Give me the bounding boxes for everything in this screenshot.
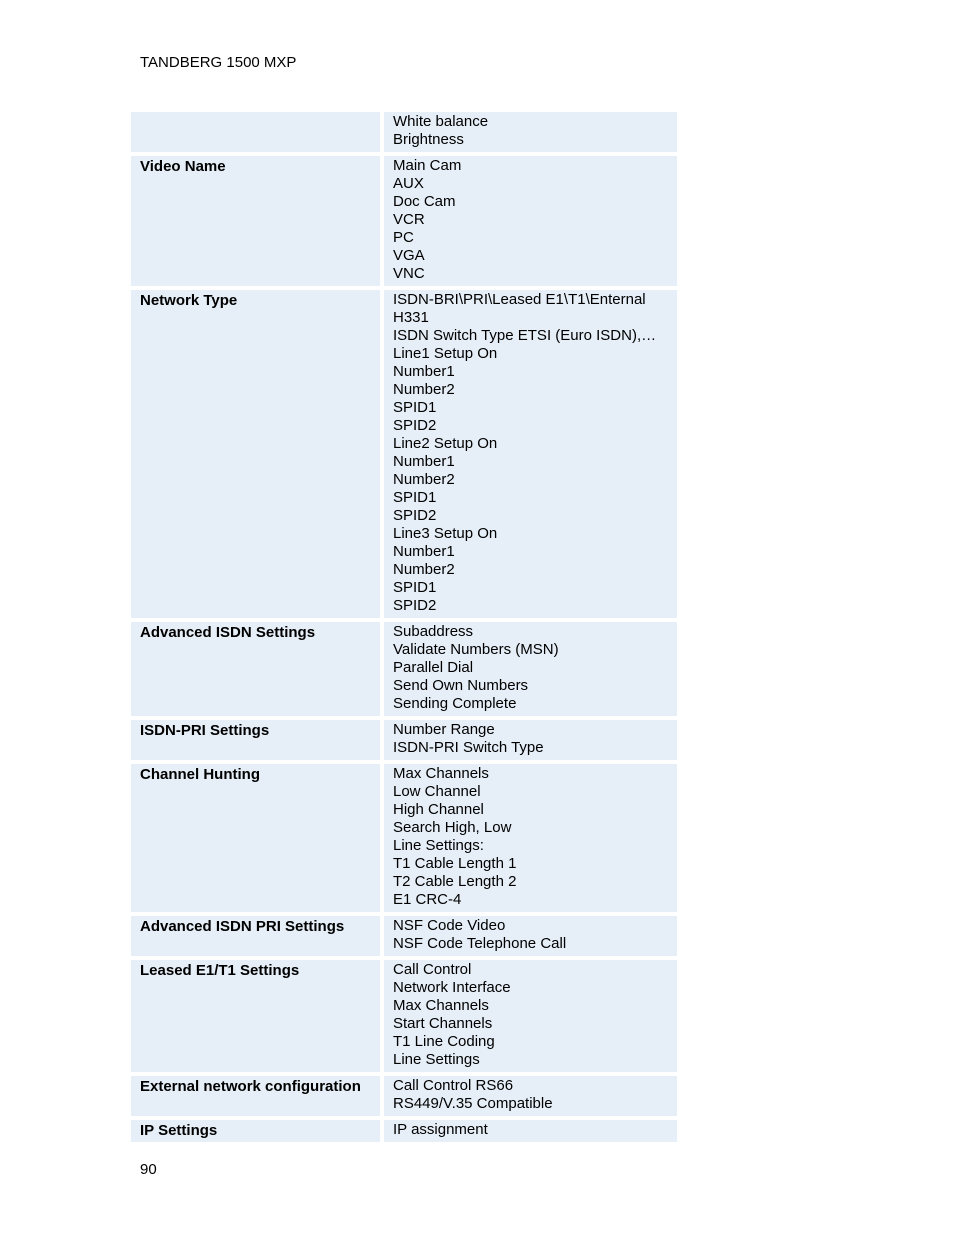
row-options: [384, 1120, 677, 1142]
option-item: Number2: [393, 381, 455, 398]
table-row: [131, 156, 677, 286]
option-item: SPID1: [393, 399, 437, 416]
row-options: [384, 156, 677, 286]
option-item: Subaddress: [393, 623, 474, 640]
option-item: SPID2: [393, 507, 437, 524]
option-item: SPID2: [393, 597, 437, 614]
row-label: IP Settings: [131, 1120, 380, 1142]
option-item: ISDN-PRI Switch Type: [393, 739, 544, 756]
row-options: [384, 916, 677, 956]
row-label: Advanced ISDN PRI Settings: [131, 916, 380, 956]
table-row: [131, 112, 677, 152]
option-item: Low Channel: [393, 783, 481, 800]
row-label: External network configuration: [131, 1076, 380, 1116]
option-item: Brightness: [393, 131, 464, 148]
row-label: [131, 112, 380, 152]
row-label: Channel Hunting: [131, 764, 380, 912]
option-item: Line3 Setup On: [393, 525, 498, 542]
option-item: H331: [393, 309, 429, 326]
option-item: Line Settings: [393, 1051, 480, 1068]
option-item: NSF Code Telephone Call: [393, 935, 567, 952]
row-label: ISDN-PRI Settings: [131, 720, 380, 760]
option-item: Network Interface: [393, 979, 511, 996]
option-item: T1 Cable Length 1: [393, 855, 517, 872]
row-label: Leased E1/T1 Settings: [131, 960, 380, 1072]
option-item: PC: [393, 229, 414, 246]
option-item: White balance: [393, 113, 489, 130]
row-label: Video Name: [131, 156, 380, 286]
option-item: Line2 Setup On: [393, 435, 498, 452]
option-item: RS449/V.35 Compatible: [393, 1095, 553, 1112]
option-item: ISDN-BRI\PRI\Leased E1\T1\Enternal: [393, 291, 646, 308]
table-row: [131, 764, 677, 912]
table-row: [131, 916, 677, 956]
table-row: [131, 290, 677, 618]
option-item: Max Channels: [393, 765, 489, 782]
option-item: Parallel Dial: [393, 659, 474, 676]
option-item: VGA: [393, 247, 425, 264]
option-item: Number1: [393, 453, 455, 470]
row-options: [384, 764, 677, 912]
page-header: TANDBERG 1500 MXP: [140, 54, 297, 71]
row-label: Advanced ISDN Settings: [131, 622, 380, 716]
table-row: [131, 960, 677, 1072]
option-item: Number1: [393, 363, 455, 380]
settings-table: [131, 112, 677, 1146]
option-item: IP assignment: [393, 1121, 488, 1138]
option-item: Validate Numbers (MSN): [393, 641, 559, 658]
option-item: Max Channels: [393, 997, 489, 1014]
option-item: VCR: [393, 211, 425, 228]
row-label: Network Type: [131, 290, 380, 618]
option-item: Main Cam: [393, 157, 462, 174]
option-item: Number1: [393, 543, 455, 560]
option-item: T1 Line Coding: [393, 1033, 495, 1050]
table-row: [131, 1120, 677, 1142]
table-row: [131, 1076, 677, 1116]
option-item: High Channel: [393, 801, 484, 818]
option-item: Number Range: [393, 721, 495, 738]
option-item: Sending Complete: [393, 695, 517, 712]
option-item: Send Own Numbers: [393, 677, 529, 694]
option-item: NSF Code Video: [393, 917, 506, 934]
option-item: Search High, Low: [393, 819, 512, 836]
page-number: 90: [140, 1161, 157, 1178]
table-row: [131, 720, 677, 760]
option-item: Line Settings:: [393, 837, 484, 854]
option-item: Call Control RS66: [393, 1077, 514, 1094]
row-options: [384, 720, 677, 760]
row-options: [384, 960, 677, 1072]
option-item: ISDN Switch Type ETSI (Euro ISDN),…: [393, 327, 657, 344]
option-item: Line1 Setup On: [393, 345, 498, 362]
option-item: Number2: [393, 471, 455, 488]
option-item: SPID2: [393, 417, 437, 434]
option-item: VNC: [393, 265, 425, 282]
option-item: Doc Cam: [393, 193, 456, 210]
option-item: AUX: [393, 175, 424, 192]
row-options: [384, 1076, 677, 1116]
option-item: E1 CRC-4: [393, 891, 462, 908]
table-row: [131, 622, 677, 716]
option-item: Call Control: [393, 961, 472, 978]
option-item: SPID1: [393, 579, 437, 596]
row-options: [384, 290, 677, 618]
option-item: T2 Cable Length 2: [393, 873, 517, 890]
option-item: SPID1: [393, 489, 437, 506]
option-item: Start Channels: [393, 1015, 493, 1032]
row-options: [384, 622, 677, 716]
option-item: Number2: [393, 561, 455, 578]
row-options: [384, 112, 677, 152]
